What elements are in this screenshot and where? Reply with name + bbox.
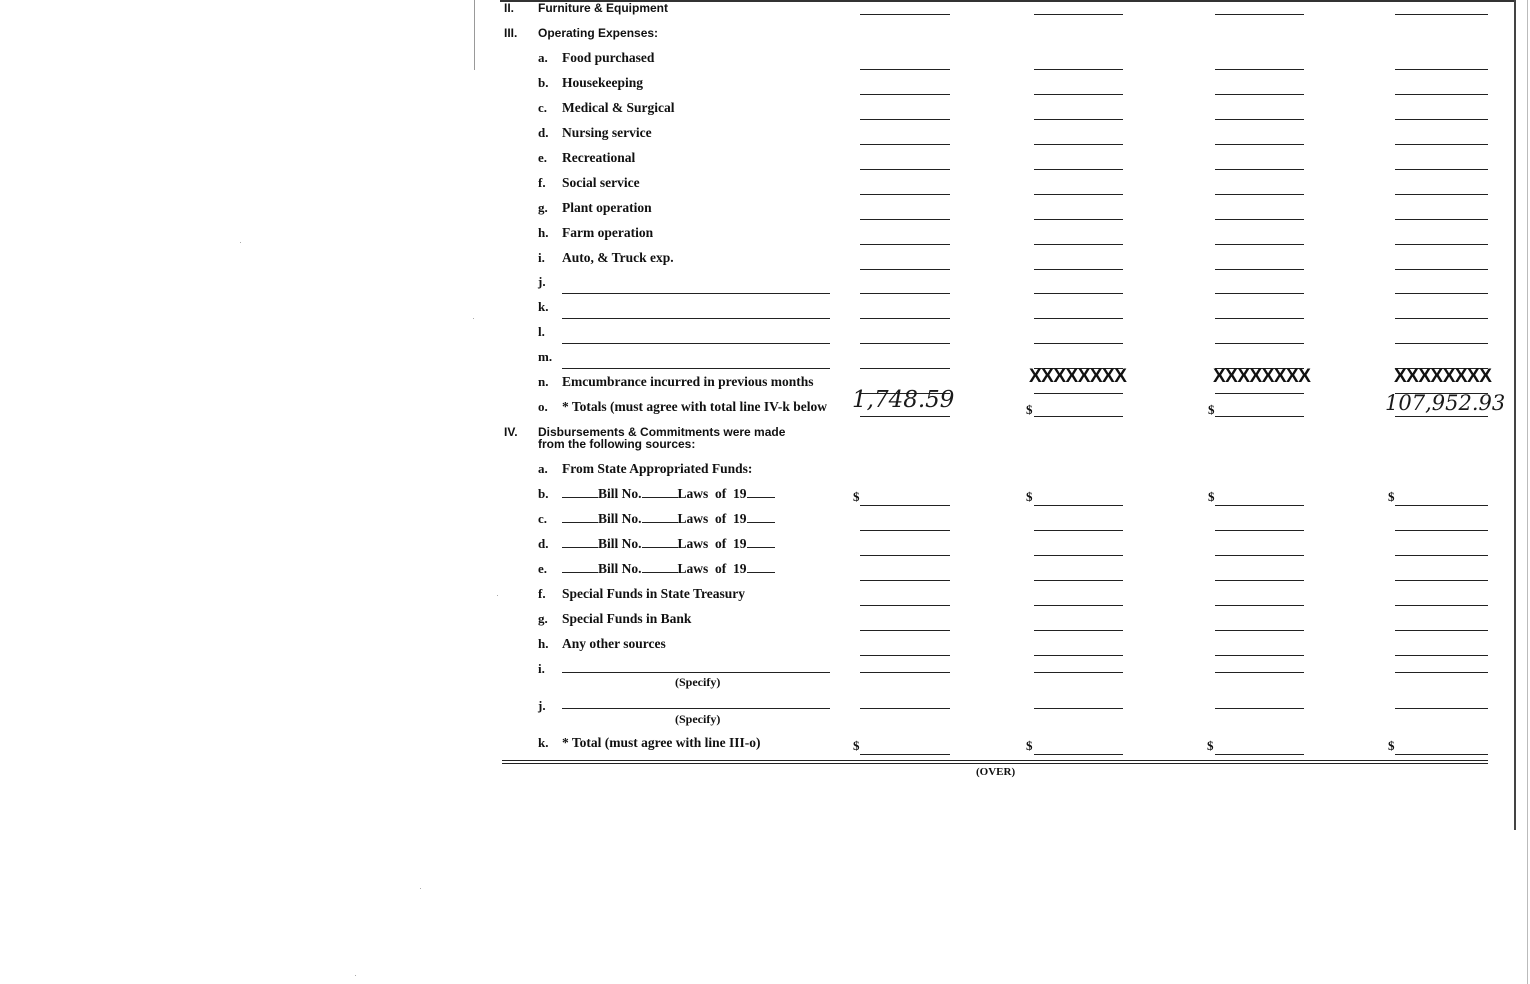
row-letter: b. <box>538 486 549 501</box>
blank-col4[interactable] <box>1395 343 1488 344</box>
blank-col1[interactable] <box>860 169 950 170</box>
of-word: of <box>715 561 727 576</box>
expense-row <box>500 100 1500 120</box>
blank-col1[interactable] <box>860 555 950 556</box>
blank-col4[interactable] <box>1395 708 1488 709</box>
expense-row <box>500 75 1500 95</box>
dollar-sign: $ <box>1026 489 1033 504</box>
row-letter: n. <box>538 374 549 389</box>
no-word: No. <box>621 511 642 526</box>
right-border-line <box>1514 0 1516 830</box>
blank-col2[interactable] <box>1034 269 1123 270</box>
blank-col4[interactable] <box>1395 505 1488 506</box>
expense-row <box>500 299 1500 319</box>
bill-reference <box>562 536 775 552</box>
laws-word: Laws <box>677 486 709 501</box>
row-letter: c. <box>538 100 548 115</box>
bill-row <box>500 511 1500 531</box>
row-letter: k. <box>538 735 549 750</box>
year-word: 19 <box>733 561 747 576</box>
source-i-row <box>500 661 1500 689</box>
bill-number-blank[interactable] <box>562 537 598 548</box>
blank-col4[interactable] <box>1395 655 1488 656</box>
blank-col3[interactable] <box>1215 244 1304 245</box>
blank-col3[interactable] <box>1215 343 1304 344</box>
blank-col4[interactable] <box>1395 94 1488 95</box>
row-letter: h. <box>538 225 549 240</box>
row-letter: d. <box>538 536 549 551</box>
year-word: 19 <box>733 486 747 501</box>
blank-col1[interactable] <box>860 530 950 531</box>
blank-col2[interactable] <box>1034 605 1123 606</box>
bill-word: Bill <box>598 511 619 526</box>
year-blank[interactable] <box>747 487 775 498</box>
laws-word: Laws <box>677 511 709 526</box>
scan-speck <box>497 595 498 596</box>
bill-row <box>500 536 1500 556</box>
section-number: II. <box>504 1 515 15</box>
row-label: From State Appropriated Funds: <box>562 461 753 476</box>
row-letter: i. <box>538 661 545 676</box>
row-letter: k. <box>538 299 549 314</box>
blank-col2[interactable] <box>1034 505 1123 506</box>
source-h-row <box>500 636 1500 656</box>
blank-col4[interactable] <box>1395 269 1488 270</box>
blank-col3[interactable] <box>1215 580 1304 581</box>
blank-col2[interactable] <box>1034 530 1123 531</box>
blank-col4[interactable] <box>1395 244 1488 245</box>
blank-col1[interactable] <box>860 244 950 245</box>
row-letter: c. <box>538 511 548 526</box>
laws-word: Laws <box>677 561 709 576</box>
row-label: Nursing service <box>562 125 652 140</box>
expense-row <box>500 200 1500 220</box>
blocked-mark: XXXXXXXX <box>1394 366 1492 387</box>
of-word: of <box>715 486 727 501</box>
blank-col1[interactable] <box>860 94 950 95</box>
blank-col3[interactable] <box>1215 416 1304 417</box>
blank-col3[interactable] <box>1215 393 1304 394</box>
blank-col4[interactable] <box>1395 69 1488 70</box>
row-label: Special Funds in Bank <box>562 611 692 626</box>
bottom-double-rule-2 <box>502 763 1488 764</box>
no-word: No. <box>621 486 642 501</box>
blank-col2[interactable] <box>1034 293 1123 294</box>
row-label: Special Funds in State Treasury <box>562 586 746 601</box>
totals-row <box>500 387 1506 419</box>
blank-col3[interactable] <box>1215 194 1304 195</box>
blank-col2[interactable] <box>1034 343 1123 344</box>
blank-col3[interactable] <box>1215 119 1304 120</box>
blank-col2[interactable] <box>1034 416 1123 417</box>
section-title: Furniture & Equipment <box>538 1 668 15</box>
blank-col4[interactable] <box>1395 169 1488 170</box>
blank-col2[interactable] <box>1034 119 1123 120</box>
section-title: Operating Expenses: <box>538 26 659 40</box>
custom-expense-input-line[interactable] <box>562 368 830 369</box>
specify-input-line[interactable] <box>562 708 830 709</box>
expense-row <box>500 225 1500 245</box>
row-letter: j. <box>538 698 546 713</box>
year-blank[interactable] <box>747 562 775 573</box>
dollar-sign: $ <box>1207 738 1214 753</box>
no-word: No. <box>621 561 642 576</box>
blank-col1[interactable] <box>860 318 950 319</box>
blank-col3[interactable] <box>1215 708 1304 709</box>
over-note: (OVER) <box>976 766 1016 778</box>
blank-col3[interactable] <box>1215 630 1304 631</box>
source-f-row <box>500 586 1500 606</box>
row-letter: l. <box>538 324 545 339</box>
blank-col4[interactable] <box>1395 144 1488 145</box>
section-iv-row <box>500 425 1500 451</box>
row-label: Emcumbrance incurred in previous months <box>562 374 814 389</box>
blank-col3[interactable] <box>1215 293 1304 294</box>
custom-expense-input-line[interactable] <box>562 343 830 344</box>
source-k-total-row <box>500 735 1500 755</box>
blank-col2[interactable] <box>1034 244 1123 245</box>
row-label: Farm operation <box>562 225 654 240</box>
row-letter: i. <box>538 250 545 265</box>
blank-col3[interactable] <box>1215 169 1304 170</box>
section-number: IV. <box>504 425 518 439</box>
row-label: * Totals (must agree with total line IV-k below <box>562 399 828 414</box>
custom-expense-input-line[interactable] <box>562 318 830 319</box>
bottom-double-rule-1 <box>502 760 1488 761</box>
dollar-sign: $ <box>1208 402 1215 417</box>
blank-col4[interactable] <box>1395 580 1488 581</box>
blank-col1[interactable] <box>860 708 950 709</box>
left-margin-line <box>474 0 475 70</box>
blank-col3[interactable] <box>1215 505 1304 506</box>
blank-col4[interactable] <box>1395 416 1488 417</box>
bill-row <box>500 561 1500 581</box>
blank-col4[interactable] <box>1395 605 1488 606</box>
blank-col2[interactable] <box>1034 169 1123 170</box>
blank-col1[interactable] <box>860 580 950 581</box>
row-label: Social service <box>562 175 640 190</box>
section-number: III. <box>504 26 518 40</box>
blank-col4[interactable] <box>1395 630 1488 631</box>
blank-col3[interactable] <box>1215 555 1304 556</box>
specify-caption: (Specify) <box>675 675 721 689</box>
dollar-sign: $ <box>853 738 860 753</box>
blank-col3[interactable] <box>1215 94 1304 95</box>
row-letter: e. <box>538 150 548 165</box>
of-word: of <box>715 511 727 526</box>
row-letter: f. <box>538 586 546 601</box>
blank-col1[interactable] <box>860 630 950 631</box>
blank-col1[interactable] <box>860 219 950 220</box>
blank-col3[interactable] <box>1215 530 1304 531</box>
blank-col4[interactable] <box>1395 119 1488 120</box>
no-blank[interactable] <box>642 487 678 498</box>
source-j-row <box>500 698 1500 726</box>
scan-speck <box>473 318 474 319</box>
blank-col1[interactable] <box>860 672 950 673</box>
row-label: Recreational <box>562 150 636 165</box>
blank-col2[interactable] <box>1034 69 1123 70</box>
blocked-mark: XXXXXXXX <box>1213 366 1311 387</box>
bill-word: Bill <box>598 561 619 576</box>
year-blank[interactable] <box>747 537 775 548</box>
scan-speck <box>240 242 241 243</box>
bill-reference <box>562 486 775 502</box>
laws-word: Laws <box>677 536 709 551</box>
expense-row <box>500 150 1500 170</box>
blank-col1[interactable] <box>860 505 950 506</box>
scan-speck <box>355 975 356 976</box>
specify-caption: (Specify) <box>675 712 721 726</box>
no-word: No. <box>621 536 642 551</box>
bill-row <box>500 486 1500 506</box>
blank-col2[interactable] <box>1034 14 1123 15</box>
row-letter: e. <box>538 561 548 576</box>
blank-col3[interactable] <box>1215 655 1304 656</box>
handwritten-total-col4: 107,952.93 <box>1385 391 1506 415</box>
blank-col4[interactable] <box>1395 14 1488 15</box>
year-blank[interactable] <box>747 512 775 523</box>
scan-speck <box>420 888 421 889</box>
blank-col4[interactable] <box>1395 219 1488 220</box>
blank-col2[interactable] <box>1034 94 1123 95</box>
row-label: Any other sources <box>562 636 666 651</box>
expense-row <box>500 175 1500 195</box>
blank-col2[interactable] <box>1034 555 1123 556</box>
blank-col4[interactable] <box>1395 194 1488 195</box>
row-letter: m. <box>538 349 553 364</box>
no-blank[interactable] <box>642 537 678 548</box>
blank-col1[interactable] <box>860 754 950 755</box>
specify-input-line[interactable] <box>562 672 830 673</box>
row-label: Plant operation <box>562 200 652 215</box>
blank-col2[interactable] <box>1034 655 1123 656</box>
bill-word: Bill <box>598 486 619 501</box>
bill-number-blank[interactable] <box>562 512 598 523</box>
row-letter: j. <box>538 274 546 289</box>
bill-number-blank[interactable] <box>562 487 598 498</box>
row-label: Auto, & Truck exp. <box>562 250 674 265</box>
bill-reference <box>562 561 775 577</box>
bill-reference <box>562 511 775 527</box>
row-label: Food purchased <box>562 50 655 65</box>
encumbrance-row <box>500 366 1500 394</box>
bill-word: Bill <box>598 536 619 551</box>
of-word: of <box>715 536 727 551</box>
no-blank[interactable] <box>642 512 678 523</box>
section-ii-row <box>500 1 1500 21</box>
blank-col2[interactable] <box>1034 219 1123 220</box>
blank-col1[interactable] <box>860 194 950 195</box>
section-iii-row <box>500 26 1500 46</box>
handwritten-total-col1: 1,748.59 <box>852 387 955 413</box>
expense-row <box>500 274 1500 294</box>
blocked-mark: XXXXXXXX <box>1029 366 1127 387</box>
row-letter: g. <box>538 611 548 626</box>
row-letter: f. <box>538 175 546 190</box>
blank-col2[interactable] <box>1034 318 1123 319</box>
row-letter: a. <box>538 461 548 476</box>
expense-row <box>500 349 1500 369</box>
blank-col4[interactable] <box>1395 555 1488 556</box>
blank-col3[interactable] <box>1215 605 1304 606</box>
blank-col2[interactable] <box>1034 630 1123 631</box>
blank-col2[interactable] <box>1034 393 1123 394</box>
blank-col1[interactable] <box>860 144 950 145</box>
expense-row <box>500 250 1500 270</box>
blank-col1[interactable] <box>860 293 950 294</box>
expense-row <box>500 125 1500 145</box>
source-a-row <box>500 461 1500 481</box>
row-letter: o. <box>538 399 548 414</box>
row-label: * Total (must agree with line III-o) <box>562 735 761 750</box>
blank-col4[interactable] <box>1395 754 1488 755</box>
blank-col1[interactable] <box>860 416 950 417</box>
expense-row <box>500 50 1500 70</box>
blank-col3[interactable] <box>1215 14 1304 15</box>
blank-col4[interactable] <box>1395 293 1488 294</box>
blank-col1[interactable] <box>860 69 950 70</box>
blank-col1[interactable] <box>860 605 950 606</box>
custom-expense-input-line[interactable] <box>562 293 830 294</box>
dollar-sign: $ <box>1208 489 1215 504</box>
blank-col2[interactable] <box>1034 144 1123 145</box>
blank-col3[interactable] <box>1215 672 1304 673</box>
blank-col1[interactable] <box>860 368 950 369</box>
dollar-sign: $ <box>853 489 860 504</box>
row-letter: h. <box>538 636 549 651</box>
row-label: Housekeeping <box>562 75 644 90</box>
blank-col1[interactable] <box>860 343 950 344</box>
row-letter: d. <box>538 125 549 140</box>
row-letter: a. <box>538 50 548 65</box>
dollar-sign: $ <box>1026 738 1033 753</box>
blank-col2[interactable] <box>1034 194 1123 195</box>
blank-col1[interactable] <box>860 655 950 656</box>
blank-col3[interactable] <box>1215 269 1304 270</box>
section-title-line2: from the following sources: <box>538 437 696 451</box>
blank-col3[interactable] <box>1215 219 1304 220</box>
year-word: 19 <box>733 511 747 526</box>
no-blank[interactable] <box>642 562 678 573</box>
blank-col4[interactable] <box>1395 318 1488 319</box>
dollar-sign: $ <box>1388 738 1395 753</box>
blank-col3[interactable] <box>1215 144 1304 145</box>
blank-col3[interactable] <box>1215 318 1304 319</box>
blank-col2[interactable] <box>1034 754 1123 755</box>
dollar-sign: $ <box>1026 402 1033 417</box>
row-letter: g. <box>538 200 548 215</box>
row-label: Medical & Surgical <box>562 100 675 115</box>
blank-col3[interactable] <box>1215 754 1304 755</box>
year-word: 19 <box>733 536 747 551</box>
blank-col2[interactable] <box>1034 708 1123 709</box>
blank-col1[interactable] <box>860 269 950 270</box>
expense-row <box>500 324 1500 344</box>
blank-col4[interactable] <box>1395 672 1488 673</box>
blank-col2[interactable] <box>1034 580 1123 581</box>
dollar-sign: $ <box>1388 489 1395 504</box>
blank-col4[interactable] <box>1395 530 1488 531</box>
source-g-row <box>500 611 1500 631</box>
blank-col1[interactable] <box>860 14 950 15</box>
blank-col1[interactable] <box>860 119 950 120</box>
bill-number-blank[interactable] <box>562 562 598 573</box>
page-edge-line <box>1527 0 1528 984</box>
blank-col3[interactable] <box>1215 69 1304 70</box>
row-letter: b. <box>538 75 549 90</box>
section-title-line1: Disbursements & Commitments were made <box>538 425 786 439</box>
blank-col2[interactable] <box>1034 672 1123 673</box>
